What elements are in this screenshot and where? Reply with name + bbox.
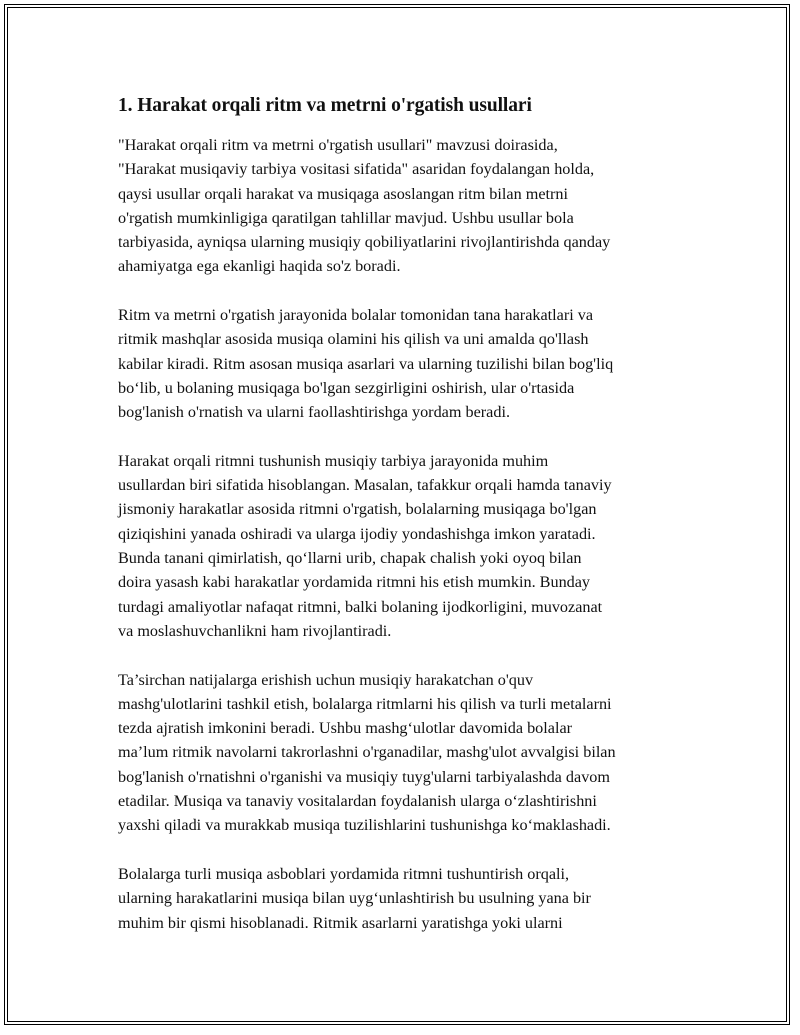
text-line: doira yasash kabi harakatlar yordamida ritmni his etish mumkin. Bunday bbox=[118, 573, 591, 592]
text-line: mashg'ulotlarini tashkil etish, bolalarga ritmlarni his qilish va turli metalarni bbox=[118, 694, 612, 713]
text-line: kabilar kiradi. Ritm asosan musiqa asarlari va ularning tuzilishi bilan bog'liq bbox=[118, 354, 614, 373]
text-line: ularning harakatlarini musiqa bilan uyg‘unlashtirish bu usulning yana bir bbox=[118, 889, 591, 908]
paragraph-5 bbox=[118, 862, 688, 935]
text-line: Ritm va metrni o'rgatish jarayonida bolalar tomonidan tana harakatlari va bbox=[118, 306, 594, 325]
text-line: muhim bir qismi hisoblanadi. Ritmik asarlarni yaratishga yoki ularni bbox=[118, 913, 563, 932]
paragraph-3 bbox=[118, 449, 688, 643]
text-line: bog'lanish o'rnatish va ularni faollashtirishga yordam beradi. bbox=[118, 403, 510, 422]
text-line: ahamiyatga ega ekanligi haqida so'z boradi. bbox=[118, 257, 401, 276]
text-line: "Harakat orqali ritm va metrni o'rgatish usullari" mavzusi doirasida, bbox=[118, 136, 558, 154]
paragraph-4 bbox=[118, 668, 688, 838]
paragraph-1 bbox=[118, 133, 688, 279]
text-line: Bunda tanani qimirlatish, qo‘llarni urib, chapak chalish yoki oyoq bilan bbox=[118, 549, 582, 568]
text-line: ma’lum ritmik navolarni takrorlashni o'rganadilar, mashg'ulot avvalgisi bilan bbox=[118, 743, 616, 762]
text-line: qaysi usullar orqali harakat va musiqaga asoslangan ritm bilan metrni bbox=[118, 184, 568, 203]
text-line: Harakat orqali ritmni tushunish musiqiy tarbiya jarayonida muhim bbox=[118, 451, 549, 470]
text-line: bog'lanish o'rnatishni o'rganishi va musiqiy tuyg'ularni tarbiyalashda davom bbox=[118, 767, 610, 786]
text-line: Ta’sirchan natijalarga erishish uchun musiqiy harakatchan o'quv bbox=[118, 670, 534, 689]
paragraph-2 bbox=[118, 303, 688, 424]
text-line: tezda ajratish imkonini beradi. Ushbu mashg‘ulotlar davomida bolalar bbox=[118, 719, 573, 738]
text-line: Bolalarga turli musiqa asboblari yordamida ritmni tushuntirish orqali, bbox=[118, 864, 570, 883]
text-line: usullardan biri sifatida hisoblangan. Masalan, tafakkur orqali hamda tanaviy bbox=[118, 476, 612, 495]
text-line: tarbiyasida, ayniqsa ularning musiqiy qobiliyatlarini rivojlantirishda qanday bbox=[118, 233, 611, 252]
text-line: turdagi amaliyotlar nafaqat ritmni, balki bolaning ijodkorligini, muvozanat bbox=[118, 597, 603, 616]
text-line: ritmik mashqlar asosida musiqa olamini his qilish va uni amalda qo'llash bbox=[118, 330, 589, 349]
text-line: va moslashuvchanlikni ham rivojlantiradi. bbox=[118, 621, 392, 640]
text-line: yaxshi qiladi va murakkab musiqa tuzilishlarini tushunishga ko‘maklashadi. bbox=[118, 816, 611, 835]
text-line: o'rgatish mumkinligiga qaratilgan tahlillar mavjud. Ushbu usullar bola bbox=[118, 208, 574, 227]
text-line: qiziqishini yanada oshiradi va ularga ijodiy yondashishga imkon yaratadi. bbox=[118, 524, 596, 543]
document-body bbox=[118, 93, 688, 959]
text-line: jismoniy harakatlar asosida ritmni o'rgatish, bolalarning musiqaga bo'lgan bbox=[118, 500, 597, 519]
text-line: etadilar. Musiqa va tanaviy vositalardan foydalanish ularga o‘zlashtirishni bbox=[118, 792, 597, 811]
text-line: "Harakat musiqaviy tarbiya vositasi sifatida" asaridan foydalangan holda, bbox=[118, 160, 595, 179]
text-line: bo‘lib, u bolaning musiqaga bo'lgan sezgirligini oshirish, ular o'rtasida bbox=[118, 378, 575, 397]
section-heading: 1. Harakat orqali ritm va metrni o'rgatish usullari bbox=[118, 95, 532, 116]
